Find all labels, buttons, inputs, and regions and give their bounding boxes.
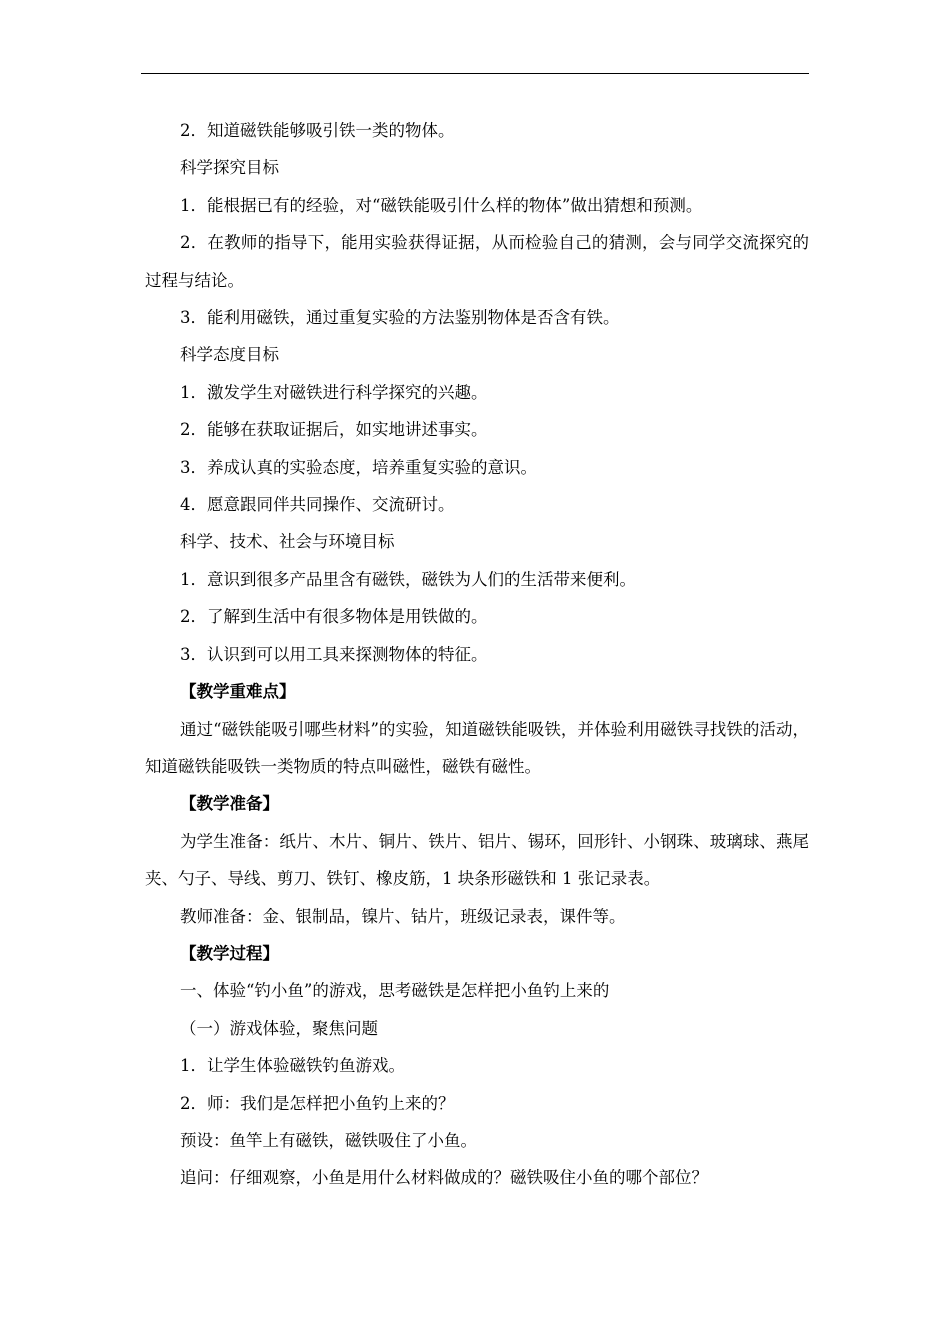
paragraph: 2．师：我们是怎样把小鱼钓上来的？ <box>180 1093 455 1113</box>
paragraph: 预设：鱼竿上有磁铁，磁铁吸住了小鱼。 <box>180 1130 477 1150</box>
paragraph: 3．养成认真的实验态度，培养重复实验的意识。 <box>180 457 537 477</box>
paragraph: 一、体验“钓小鱼”的游戏，思考磁铁是怎样把小鱼钓上来的 <box>180 981 610 1001</box>
paragraph: 2．在教师的指导下，能用实验获得证据，从而检验自己的猜测，会与同学交流探究的过程与结论。 <box>145 233 809 290</box>
section-subtitle: 科学探究目标 <box>180 158 279 178</box>
paragraph: 2．了解到生活中有很多物体是用铁做的。 <box>180 607 488 627</box>
section-heading: 【教学重难点】 <box>180 682 296 702</box>
paragraph: 为学生准备：纸片、木片、铜片、铁片、铝片、锡环，回形针、小钢珠、玻璃球、燕尾夹、勺子、导线、剪刀、铁钉、橡皮筋，1 块条形磁铁和 1 张记录表。 <box>145 831 809 889</box>
section-subtitle: 科学态度目标 <box>180 345 279 365</box>
section-subtitle: 科学、技术、社会与环境目标 <box>180 532 395 552</box>
paragraph: 1．意识到很多产品里含有磁铁，磁铁为人们的生活带来便利。 <box>180 569 636 589</box>
section-heading: 【教学准备】 <box>180 794 279 814</box>
paragraph: 2．能够在获取证据后，如实地讲述事实。 <box>180 420 488 440</box>
paragraph: 2．知道磁铁能够吸引铁一类的物体。 <box>180 121 455 140</box>
paragraph: 3．能利用磁铁，通过重复实验的方法鉴别物体是否含有铁。 <box>180 308 620 328</box>
paragraph: 追问：仔细观察，小鱼是用什么材料做成的？磁铁吸住小鱼的哪个部位？ <box>180 1168 708 1188</box>
section-heading: 【教学过程】 <box>180 943 279 963</box>
header-rule <box>141 73 809 74</box>
paragraph: 3．认识到可以用工具来探测物体的特征。 <box>180 644 488 664</box>
paragraph: 1．能根据已有的经验，对“磁铁能吸引什么样的物体”做出猜想和预测。 <box>180 195 703 215</box>
paragraph: 1．让学生体验磁铁钓鱼游戏。 <box>180 1056 405 1076</box>
paragraph: 1．激发学生对磁铁进行科学探究的兴趣。 <box>180 382 488 402</box>
paragraph: 通过“磁铁能吸引哪些材料”的实验，知道磁铁能吸铁，并体验利用磁铁寻找铁的活动，知道磁铁能吸铁一类物质的特点叫磁性，磁铁有磁性。 <box>145 719 809 776</box>
paragraph: （一）游戏体验，聚焦问题 <box>180 1018 378 1038</box>
document-body <box>145 112 809 1197</box>
paragraph: 教师准备：金、银制品，镍片、钴片，班级记录表，课件等。 <box>180 906 626 926</box>
paragraph: 4．愿意跟同伴共同操作、交流研讨。 <box>180 495 455 515</box>
